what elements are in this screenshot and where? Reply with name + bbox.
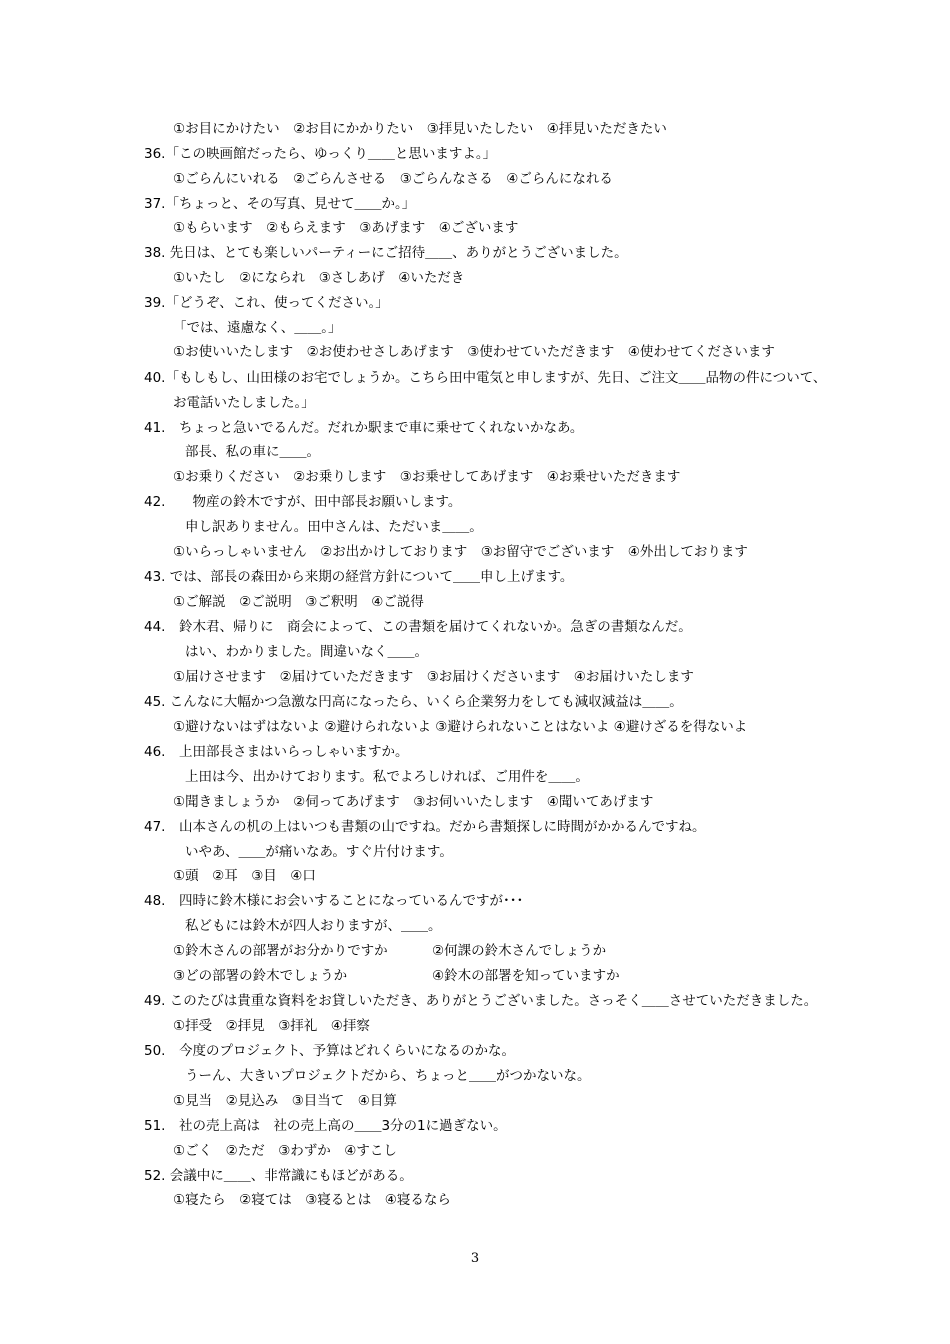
question-line: 43. では、部長の森田から来期の経営方針について＿＿申し上げます。 [144,569,574,585]
text-line: ③どの部署の鈴木でしょうか [173,968,348,984]
text-line: 「では、遠慮なく、＿＿。」 [173,320,342,336]
question-line: 38. 先日は、とても楽しいパーティーにご招待＿＿、ありがとうございました。 [144,245,628,261]
text-line: ①いたし ②になられ ③さしあげ ④いただき [173,270,465,286]
text-line: ①いらっしゃいません ②お出かけしております ③お留守でございます ④外出しております [173,544,748,560]
text-line: うーん、大きいプロジェクトだから、ちょっと＿＿がつかないな。 [185,1068,591,1084]
text-line: 私どもには鈴木が四人おりますが、＿＿。 [185,918,442,934]
text-line: ①お使いいたします ②お使わせさしあげます ③使わせていただきます ④使わせてくださいます [173,344,775,360]
text-line: ①届けさせます ②届けていただきます ③お届けくださいます ④お届けいたします [173,669,694,685]
text-line: ①寝たら ②寝ては ③寝るとは ④寝るなら [173,1192,451,1208]
text-line: 部長、私の車に＿＿。 [185,444,320,460]
text-line: ①拝受 ②拝見 ③拝礼 ④拝察 [173,1018,370,1034]
question-line: 40.「もしもし、山田様のお宅でしょうか。こちら田中電気と申しますが、先日、ご注文＿＿品物の件について、 [144,370,827,386]
question-line: 50. 今度のプロジェクト、予算はどれくらいになるのかな。 [144,1043,515,1059]
text-line: ②何課の鈴木さんでしょうか [432,943,607,959]
question-line: 44. 鈴木君、帰りに 商会によって、この書類を届けてくれないか。急ぎの書類なんだ。 [144,619,692,635]
text-line: ①ごらんにいれる ②ごらんさせる ③ごらんなさる ④ごらんになれる [173,171,613,187]
text-line: ①もらいます ②もらえます ③あげます ④ございます [173,220,519,236]
text-line: いやあ、＿＿が痛いなあ。すぐ片付けます。 [185,844,453,860]
text-line: ①ごく ②ただ ③わずか ④すこし [173,1143,397,1159]
text-line: お電話いたしました。」 [173,395,315,411]
text-line: 上田は今、出かけております。私でよろしければ、ご用件を＿＿。 [185,769,589,785]
text-line: ①聞きましょうか ②伺ってあげます ③お伺いいたします ④聞いてあげます [173,794,654,810]
text-line: 申し訳ありません。田中さんは、ただいま＿＿。 [185,519,483,535]
question-line: 48. 四時に鈴木様にお会いすることになっているんですが･･･ [144,893,524,909]
question-line: 47. 山本さんの机の上はいつも書類の山ですね。だから書類探しに時間がかかるんですね。 [144,819,706,835]
question-line: 46. 上田部長さまはいらっしゃいますか。 [144,744,409,760]
text-line: ①お目にかけたい ②お目にかかりたい ③拝見いたしたい ④拝見いただきたい [173,121,667,137]
text-line: はい、わかりました。間違いなく＿＿。 [185,644,428,660]
question-line: 39.「どうぞ、これ、使ってください。」 [144,295,389,311]
text-line: ①お乗りください ②お乗りします ③お乗せしてあげます ④お乗せいただきます [173,469,681,485]
question-line: 52. 会議中に＿＿、非常識にもほどがある。 [144,1168,413,1184]
question-line: 42. 物産の鈴木ですが、田中部長お願いします。 [144,494,462,510]
question-line: 51. 社の売上高は 社の売上高の＿＿3分の1に過ぎない。 [144,1118,507,1134]
page-number: 3 [470,1251,480,1266]
question-line: 41. ちょっと急いでるんだ。だれか駅まで車に乗せてくれないかなあ。 [144,420,584,436]
question-line: 36.「この映画館だったら、ゆっくり＿＿と思いますよ。」 [144,146,497,162]
text-line: ④鈴木の部署を知っていますか [432,968,620,984]
text-line: ①鈴木さんの部署がお分かりですか [173,943,388,959]
text-line: ①頭 ②耳 ③目 ④口 [173,868,316,884]
question-line: 49. このたびは貴重な資料をお貸しいただき、ありがとうございました。さっそく＿＿させていただきました。 [144,993,818,1009]
question-line: 45. こんなに大幅かつ急激な円高になったら、いくら企業努力をしても減収減益は＿＿。 [144,694,683,710]
text-line: ①避けないはずはないよ ②避けられないよ ③避けられないことはないよ ④避けざるを得ないよ [173,719,748,735]
text-line: ①ご解説 ②ご説明 ③ご釈明 ④ご説得 [173,594,424,610]
question-line: 37.「ちょっと、その写真、見せて＿＿か。」 [144,196,416,212]
text-line: ①見当 ②見込み ③目当て ④目算 [173,1093,397,1109]
